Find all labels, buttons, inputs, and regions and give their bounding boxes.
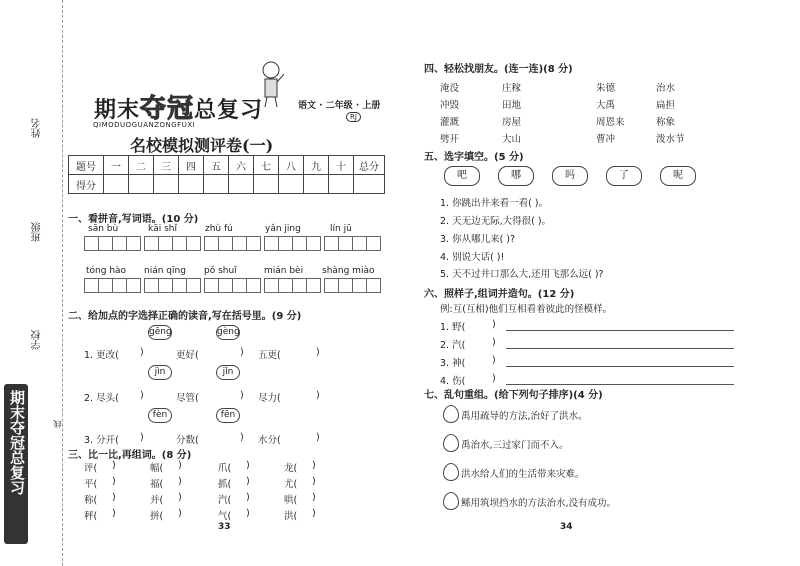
reading-option: jǐn: [216, 365, 240, 380]
paren-close: ): [178, 492, 182, 503]
match-word[interactable]: 庄稼: [502, 83, 522, 94]
paren-close: ): [246, 492, 250, 503]
paren-close: ): [246, 508, 250, 519]
match-word[interactable]: 称象: [656, 117, 676, 128]
compare-char[interactable]: 平(: [84, 479, 98, 490]
paren-close: ): [140, 432, 144, 443]
match-word[interactable]: 淹没: [440, 83, 460, 94]
sentence: 禹用疏导的方法,治好了洪水。: [461, 411, 588, 422]
compare-char[interactable]: 秤(: [84, 511, 98, 522]
pinyin: pǒ shuǐ: [204, 266, 237, 276]
paren-close: ): [178, 476, 182, 487]
reading-option: gèng: [216, 325, 240, 340]
page-number: 34: [560, 522, 573, 532]
writing-grid[interactable]: [144, 236, 200, 254]
section-1-title: 一、看拼音,写词语。(10 分): [68, 214, 199, 225]
sentence: 鲧用筑坝挡水的方法治水,没有成功。: [461, 498, 617, 509]
word-bubble: 吧: [444, 166, 480, 186]
compare-char[interactable]: 称(: [84, 495, 98, 506]
paren-close: ): [240, 347, 244, 358]
pinyin: kāi shǐ: [148, 224, 177, 234]
reading-option: fèn: [148, 408, 172, 423]
paren-close: ): [240, 390, 244, 401]
compare-char[interactable]: 汽(: [218, 495, 232, 506]
reading-option: fēn: [216, 408, 240, 423]
fill-item[interactable]: 2. 天无边无际,大得很( )。: [440, 216, 552, 227]
pinyin: shàng miào: [322, 266, 375, 276]
paren-close: ): [246, 476, 250, 487]
brand-pinyin: QIMODUOGUANZONGFUXI: [93, 121, 196, 129]
paren-close: ): [312, 460, 316, 471]
word-item: 1. 野(: [440, 322, 466, 333]
question-item: 更好(: [176, 350, 199, 361]
compare-char[interactable]: 洪(: [284, 511, 298, 522]
answer-line[interactable]: [506, 366, 734, 367]
paren-close: ): [492, 337, 496, 348]
question-item: 五更(: [258, 350, 281, 361]
fill-item[interactable]: 4. 别说大话( )!: [440, 252, 505, 263]
word-bubble: 呢: [660, 166, 696, 186]
writing-grid[interactable]: [84, 278, 140, 296]
compare-char[interactable]: 哄(: [284, 495, 298, 506]
writing-grid[interactable]: [264, 236, 320, 254]
example-text: 例:互(互相)他们互相看着彼此的怪模样。: [440, 304, 613, 315]
writing-grid[interactable]: [204, 278, 260, 296]
question-item: 尽力(: [258, 393, 281, 404]
match-word[interactable]: 田地: [502, 100, 522, 111]
answer-line[interactable]: [506, 384, 734, 385]
word-bubble: 了: [606, 166, 642, 186]
match-word[interactable]: 劈开: [440, 134, 460, 145]
compare-char[interactable]: 拼(: [150, 511, 164, 522]
paren-close: ): [240, 432, 244, 443]
fill-item[interactable]: 3. 你从哪儿来( )?: [440, 234, 516, 245]
compare-char[interactable]: 抓(: [218, 479, 232, 490]
paren-close: ): [246, 460, 250, 471]
writing-grid[interactable]: [144, 278, 200, 296]
order-drop-icon[interactable]: [443, 405, 459, 423]
match-word[interactable]: 扁担: [656, 100, 676, 111]
pinyin: yǎn jing: [265, 224, 301, 234]
section-5-title: 五、选字填空。(5 分): [424, 152, 524, 163]
pinyin: sān bù: [88, 224, 119, 234]
compare-char[interactable]: 龙(: [284, 463, 298, 474]
match-word[interactable]: 灌溉: [440, 117, 460, 128]
paren-close: ): [492, 355, 496, 366]
paren-close: ): [112, 492, 116, 503]
section-3-title: 三、比一比,再组词。(8 分): [68, 450, 192, 461]
paren-close: ): [312, 492, 316, 503]
compare-char[interactable]: 福(: [150, 479, 164, 490]
question-item: 分数(: [176, 435, 199, 446]
class-label: 班级: [32, 222, 43, 242]
writing-grid[interactable]: [324, 236, 380, 254]
writing-grid[interactable]: [264, 278, 320, 296]
reading-option: jìn: [148, 365, 172, 380]
section-4-title: 四、轻松找朋友。(连一连)(8 分): [424, 64, 573, 75]
paren-close: ): [178, 460, 182, 471]
answer-line[interactable]: [506, 330, 734, 331]
writing-grid[interactable]: [84, 236, 140, 254]
paren-close: ): [492, 319, 496, 330]
pinyin: tóng hào: [86, 266, 127, 276]
compare-char[interactable]: 爪(: [218, 463, 232, 474]
word-item: 3. 神(: [440, 358, 466, 369]
paren-close: ): [316, 390, 320, 401]
section-7-title: 七、乱句重组。(给下列句子排序)(4 分): [424, 390, 603, 401]
page-number: 33: [218, 522, 231, 532]
section-2-title: 二、给加点的字选择正确的读音,写在括号里。(9 分): [68, 311, 302, 322]
mascot-icon: [258, 60, 284, 108]
question-item: 尽管(: [176, 393, 199, 404]
paren-close: ): [178, 508, 182, 519]
paren-close: ): [316, 432, 320, 443]
sentence: 禹治水,三过家门而不入。: [461, 440, 569, 451]
paren-close: ): [140, 347, 144, 358]
word-bubble: 吗: [552, 166, 588, 186]
paren-close: ): [112, 508, 116, 519]
compare-char[interactable]: 气(: [218, 511, 232, 522]
question-item: 1. 更改(: [84, 350, 119, 361]
sentence: 洪水给人们的生活带来灾难。: [461, 469, 585, 480]
word-item: 4. 伤(: [440, 376, 466, 387]
match-word[interactable]: 周恩来: [596, 117, 625, 128]
section-6-title: 六、照样子,组词并造句。(12 分): [424, 289, 575, 300]
binding-spine: [0, 0, 63, 566]
spine-logo: 期末夺冠总复习: [4, 384, 28, 544]
pinyin: nián qīng: [144, 266, 186, 276]
reading-option: gēng: [148, 325, 172, 340]
match-word[interactable]: 大山: [502, 134, 522, 145]
question-item: 2. 尽头(: [84, 393, 119, 404]
edition-badge: RJ: [346, 112, 361, 122]
compare-char[interactable]: 幅(: [150, 463, 164, 474]
match-word[interactable]: 泼水节: [656, 134, 685, 145]
question-item: 水分(: [258, 435, 281, 446]
compare-char[interactable]: 并(: [150, 495, 164, 506]
paren-close: ): [316, 347, 320, 358]
cut-line-label: 线: [53, 420, 62, 428]
writing-grid[interactable]: [324, 278, 380, 296]
word-bubble: 哪: [498, 166, 534, 186]
paren-close: ): [112, 460, 116, 471]
match-word[interactable]: 房屋: [502, 117, 522, 128]
fill-item[interactable]: 5. 天不过井口那么大,还用飞那么远( )?: [440, 269, 604, 280]
name-label: 姓名: [32, 118, 43, 138]
paren-close: ): [312, 508, 316, 519]
order-drop-icon[interactable]: [443, 434, 459, 452]
paren-close: ): [492, 373, 496, 384]
order-drop-icon[interactable]: [443, 492, 459, 510]
score-table: 题号 一 二 三 四 五 六 七 八 九 十 总分 得分: [68, 155, 385, 194]
pinyin: mián bèi: [264, 266, 304, 276]
question-item: 3. 分开(: [84, 435, 119, 446]
order-drop-icon[interactable]: [443, 463, 459, 481]
match-word[interactable]: 曹冲: [596, 134, 616, 145]
answer-line[interactable]: [506, 348, 734, 349]
grade-label: 语文 · 二年级 · 上册: [298, 101, 381, 111]
fill-item[interactable]: 1. 你跳出井来看一看( )。: [440, 198, 549, 209]
word-item: 2. 汽(: [440, 340, 466, 351]
compare-char[interactable]: 评(: [84, 463, 98, 474]
page-title: 名校模拟测评卷(一): [130, 136, 274, 155]
match-word[interactable]: 冲毁: [440, 100, 460, 111]
match-word[interactable]: 朱德: [596, 83, 616, 94]
compare-char[interactable]: 尤(: [284, 479, 298, 490]
brand-logo: 期末夺冠总复习: [94, 94, 264, 124]
paren-close: ): [112, 476, 116, 487]
paren-close: ): [312, 476, 316, 487]
writing-grid[interactable]: [204, 236, 260, 254]
pinyin: zhù fú: [205, 224, 233, 234]
match-word[interactable]: 大禹: [596, 100, 616, 111]
match-word[interactable]: 治水: [656, 83, 676, 94]
paren-close: ): [140, 390, 144, 401]
school-label: 学校: [32, 330, 43, 350]
pinyin: lín jū: [330, 224, 352, 234]
